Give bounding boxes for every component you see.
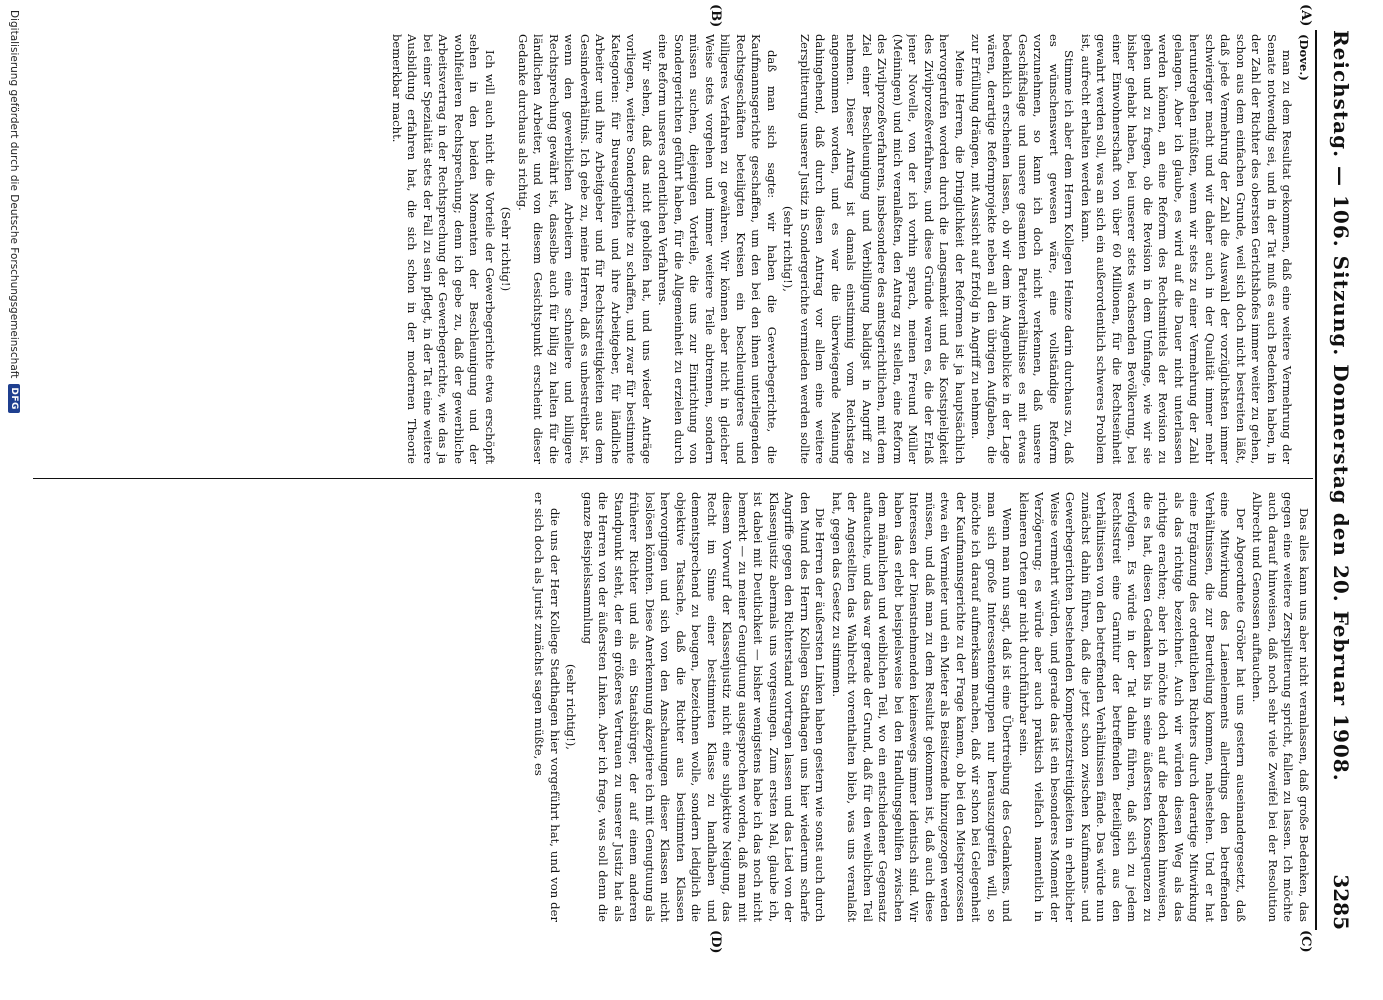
paragraph: Stimme ich aber dem Herrn Kollegen Heinze darin durchaus zu, daß es wünschenswert gewesen wäre, eine vollständige Reform vorzunehmen, so kann ich doch nicht verkennen, daß unsere Geschäftslage und unsere gesamten Parteiverhältnisse es mit etwas bedenklich erscheinen lassen, ob wir dem im Augenblicke in der Lage wären, derartige Reformprojekte neben all den übrigen Aufgaben, die zur Erfüllung drängen, mit Aussicht auf Erfolg in Angriff zu nehmen. [969, 34, 1077, 464]
column-separator [33, 478, 1313, 479]
paragraph: Der Abgeordnete Gröber hat uns gestern auseinandergesetzt, daß eine Mitwirkung des Laienelements allerdings den betreffenden Verhältnissen, die zur Beurteilung kommen, nahestehen. Und er hat eine Ergänzung des ordentlichen Richters durch derartige Mitwirkung als das richtige bezeichnet. Auch wir würden diesen Weg als das richtige erachten; aber ich möchte doch auf die Bedenken hinweisen, die es hat, diesen Gedanken bis in seine äußersten Konsequenzen zu verfolgen. Es würde in der Tat dahin führen, daß sich zu jedem Rechtsstreit eine Garnitur der betreffenden Beteiligten aus den Verhältnissen von den betreffenden Verhältnissen fände. Das würde nun zunächst dahin führen, daß die jetzt schon zwischen Kaufmanns- und Gewerbegerichten bestehenden Kompetenzstreitigkeiten in erheblicher Weise vermehrt würden, und gerade das ist ein besonderes Moment der Verzögerung; es würde aber auch praktisch vielfach namentlich in kleineren Orten gar nicht durchführbar sein. [1017, 492, 1248, 922]
margin-letter-b: (B) [708, 4, 723, 28]
interjection: (sehr richtig!), [781, 206, 796, 292]
margin-letter-d: (D) [708, 930, 723, 954]
right-column [36, 492, 1311, 922]
margin-letter-c: (C) [1298, 930, 1313, 953]
page-header [1321, 30, 1361, 930]
margin-letter-a: (A) [1298, 4, 1313, 27]
paragraph: Das alles kann uns aber nicht veranlassen, daß große Bedenken, das gegen eine weitere Zersplitterung spricht, fallen zu lassen. Ich möchte auch darauf hinweisen, daß noch sehr viele Zweifel bei der Resolution Albrecht und Genossen auftauchen. [1250, 492, 1311, 922]
interjection: (sehr richtig!), [564, 664, 579, 750]
page-number: 3285 [1329, 874, 1353, 930]
paragraph: man zu dem Resultat gekommen, daß eine weitere Vermehrung der Senate notwendig sei, und in der Tat muß es auch Bedenken haben, in der Zahl der Richter des obersten Gerichtshofes immer weiter zu gehen, schon aus dem einfachen Grunde, weil sich doch nicht bestreiten läßt, daß jede Vermehrung der Zahl die Auswahl der vorzüglichsten immer schwieriger macht und wir daher auch in der Qualität immer mehr heruntergehen müßten, wenn wir stets zu einer Vermehrung der Zahl gelangen. Aber ich glaube, es wird auf die Dauer nicht unterlassen werden können, an eine Reform des Rechtsmittels der Revision zu gehen und zu fragen, ob die Revision in dem Umfange, wie wir sie bisher gehabt haben, bei unserer stets wachsenden Bevölkerung, bei einer Einwohnerschaft von über 60 Millionen, für die Rechtseinheit gewahrt werden soll, was an sich ein außerordentlich schweres Problem ist, aufrecht erhalten werden kann. [1079, 34, 1295, 464]
speaker-label: (Dove.) [1297, 34, 1311, 81]
credit-text: Digitalisierung gefördert durch die Deutsche Forschungsgemeinschaft [8, 10, 20, 379]
digitization-credit [8, 10, 20, 910]
interjection: (Sehr richtig!) [499, 206, 514, 292]
paragraph: die uns der Herr Kollege Stadthagen hier vorgeführt hat, und von der er sich doch als Jurist zunächst sagen müßte, es [532, 492, 562, 922]
paragraph: daß man sich sagte: wir haben die Gewerbegerichte, die Kaufmannsgerichte geschaffen, um den bei den ihnen unterliegenden Rechtsgeschäften beteiligten Kreisen ein beschleunigteres und billigeres Verfahren zu gewähren. Wir können aber nicht in gleicher Weise stets vorgehen und immer weitere Teile abtrennen, sondern müssen suchen, diejenigen Vorteile, die uns zur Einrichtung von Sondergerichten geführt haben, für die Allgemeinheit zu erzielen durch eine Reform unseres ordentlichen Verfahrens. [656, 34, 779, 464]
paragraph: Die Herren der äußersten Linken haben gestern wie sonst auch durch den Mund des Herrn Kollegen Stadthagen uns hier wiederum scharfe Angriffe gegen den Richterstand vortragen lassen und das Lied von der Klassenjustiz abermals uns vorgesungen. Zum ersten Mal, glaube ich, ist dabei mit Deutlichkeit — bisher wenigstens habe ich das noch nicht bemerkt — zu meiner Genugtuung ausgesprochen worden, daß man mit diesem Vorwurf der Klassenjustiz nicht eine subjektive Neigung, das Recht im Sinne einer bestimmten Klasse zu handhaben und dementsprechend zu beugen, bezeichnen wolle, sondern lediglich die objektive Tatsache, daß die Richter aus bestimmten Klassen hervorgingen und sich von den Anschauungen dieser Klassen nicht loslösen könnten. Diese Anerkennung akzeptiere ich mit Genugtuung als früherer Richter und als ein Staatsbürger, der auf einem anderen Standpunkt steht, der ein größeres Vertrauen zu unserer Justiz hat als die Herren von der äußersten Linken. Aber ich frage, was soll denn die ganze Beispielssammlung [581, 492, 828, 922]
left-column [36, 34, 1311, 464]
paragraph: Wir sehen, daß das nicht geholfen hat, und uns wieder Anträge vorliegen, weitere Sondergerichte zu schaffen, und zwar für bestimmte Kategorien: für Bureaugehilfen und ihre Arbeitgeber, für ländliche Arbeiter und ihre Arbeitgeber und für Rechtsstreitigkeiten aus dem Gesindeverhältnis. Ich gebe zu, meine Herren, daß es unbestreitbar ist, wenn den gewerblichen Arbeitern eine schnellere und billigere Rechtsprechung gewährt ist, dasselbe auch für billig zu halten für die ländlichen Arbeiter, und von diesem Gesichtspunkt erscheint dieser Gedanke durchaus als richtig. [516, 34, 654, 464]
paragraph: Wenn man nun sagt, daß ist eine Übertreibung des Gedankens, und man sich große Interessentengruppen nur herauszugreifen will, so möchte ich darauf aufmerksam machen, daß wir schon bei Gelegenheit der Kaufmannsgerichte zu der Frage kamen, ob bei den Mietsprozessen etwa ein Vermieter und ein Mieter als Beisitzende hinzugezogen werden müssen, und daß man zu dem Resultat gekommen ist, daß auch diese Interessen der Dienstnehmenden keineswegs immer identisch sind. Wir haben das erlebt beispielsweise bei den Handlungsgehilfen zwischen dem männlichen und weiblichen Teil, wo ein entschiedener Gegensatz auftauchte, und das war gerade der Grund, daß für den weiblichen Teil der Angestellten das Wahlrecht vorenthalten blieb, was uns veranlaßt hat, gegen das Gesetz zu stimmen. [830, 492, 1015, 922]
running-title: Reichstag. — 106. Sitzung. Donnerstag den 20. Februar 1908. [1329, 30, 1353, 782]
header-rule [1315, 30, 1317, 930]
paragraph: Ich will auch nicht die Vorteile der Gewerbegerichte etwa erschöpft sehen in den beiden Momenten der Beschleunigung und der wohlfeileren Rechtsprechung; denn ich gebe zu, daß der gewerbliche Arbeitsvertrag in der Rechtsprechung der Gewerbegerichte, wie das ja bei einer Spezialität stets der Fall zu sein pflegt, in der Tat eine weitere Ausbildung erfahren hat, die sich schon in der modernen Theorie bemerkbar macht. [390, 34, 497, 464]
paragraph: Meine Herren, die Dringlichkeit der Reformen ist ja hauptsächlich hervorgerufen worden durch die Langsamkeit und die Kostspieligkeit des Zivilprozeßverfahrens, und diese Gründe waren es, die der Erlaß jener Novelle, von der ich vorhin sprach, meinen Freund Müller (Meiningen) und mich veranlaßten, den Antrag zu stellen, eine Reform des Zivilprozeßverfahrens, insbesondere des amtsgerichtlichen, mit dem Ziel einer Beschleunigung und Verbilligung baldigst in Angriff zu nehmen. Dieser Antrag ist damals einstimmig vom Reichstage angenommen worden, und es war die überwiegende Meinung dahingehend, daß durch diesen Antrag vor allem eine weitere Zersplitterung unserer Justiz in Sondergerichte vermieden werden sollte [798, 34, 967, 464]
dfg-logo-icon: DFG [8, 384, 20, 413]
